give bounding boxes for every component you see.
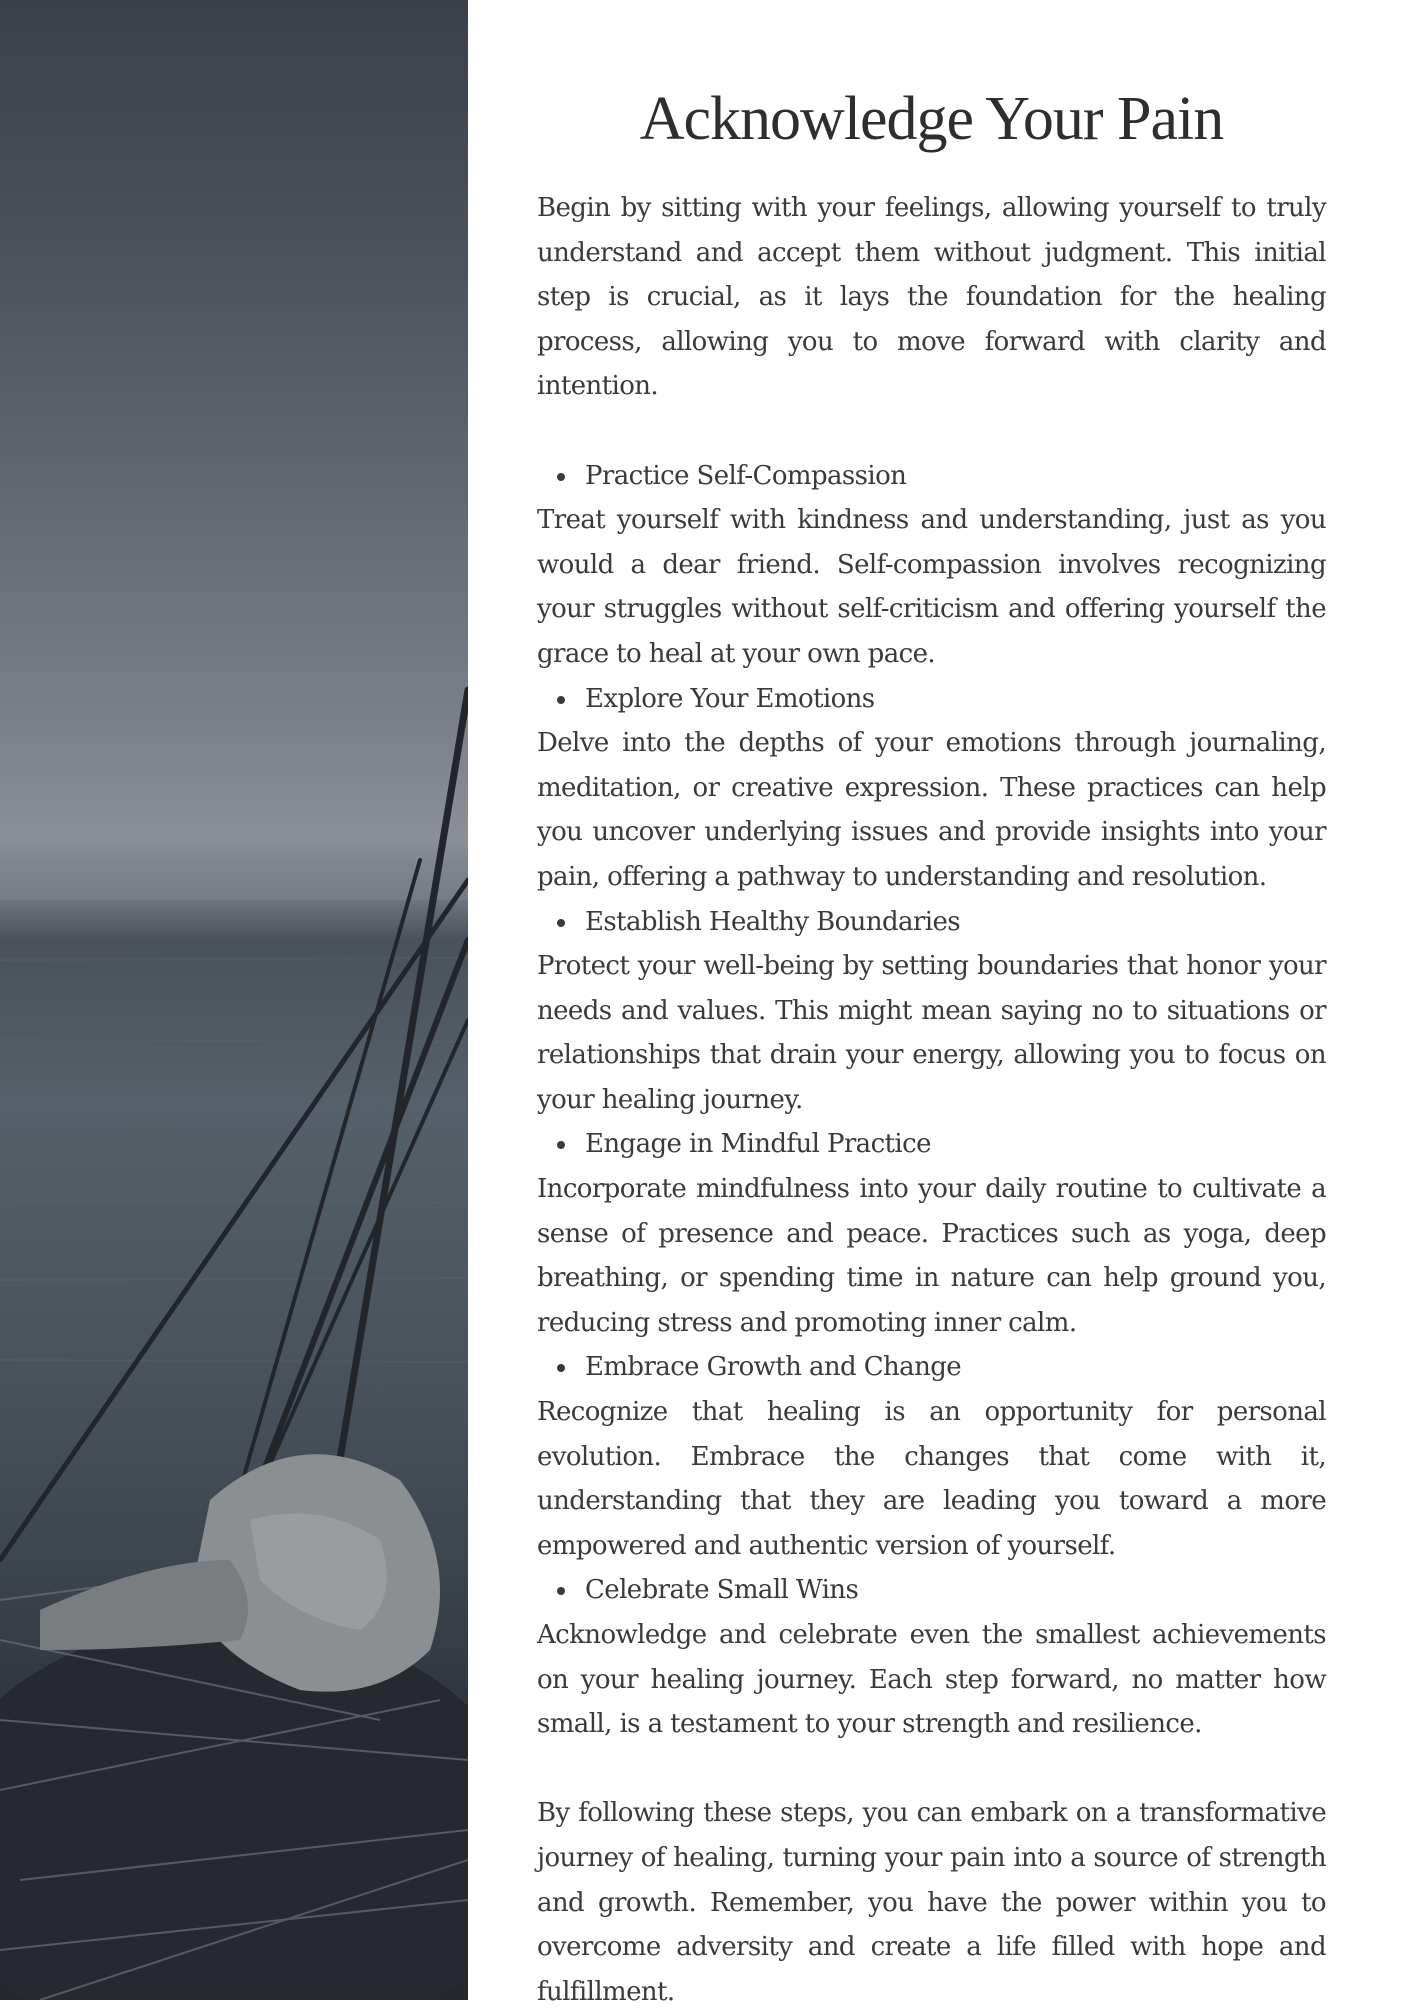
step-text: Acknowledge and celebrate even the smallest achievements on your healing journey. Each step forward, no matter how small, is a testament to your strength and resilience. (537, 1620, 1326, 1740)
step-heading: Practice Self-Compassion (537, 454, 1326, 499)
step-heading: Engage in Mindful Practice (537, 1122, 1326, 1167)
article-body (537, 186, 1326, 2014)
photo-person-in-nest-by-sea (0, 0, 468, 2000)
step-text: Recognize that healing is an opportunity for personal evolution. Embrace the changes that come with it, understanding that they are leading you toward a more empowered and authentic version of yourself. (537, 1397, 1326, 1561)
step-heading: Embrace Growth and Change (537, 1345, 1326, 1390)
step-text: Treat yourself with kindness and understanding, just as you would a dear friend. Self-compassion involves recognizing your struggles without self-criticism and offering yourself the grace to heal at your own pace. (537, 505, 1326, 669)
step-heading: Explore Your Emotions (537, 677, 1326, 722)
step-heading: Celebrate Small Wins (537, 1568, 1326, 1613)
conclusion-paragraph: By following these steps, you can embark on a transformative journey of healing, turning your pain into a source of strength and growth. Remember, you have the power within you to overcome adversity and create a life filled with hope and fulfillment. (537, 1798, 1326, 2007)
photo-illustration (0, 0, 468, 2000)
intro-paragraph: Begin by sitting with your feelings, allowing yourself to truly understand and accept them without judgment. This initial step is crucial, as it lays the foundation for the healing process, allowing you to move forward with clarity and intention. (537, 193, 1326, 402)
article (537, 0, 1326, 2007)
step-text: Protect your well-being by setting boundaries that honor your needs and values. This might mean saying no to situations or relationships that drain your energy, allowing you to focus on your healing journey. (537, 951, 1326, 1115)
step-text: Delve into the depths of your emotions through journaling, meditation, or creative expression. These practices can help you uncover underlying issues and provide insights into your pain, offering a pathway to understanding and resolution. (537, 728, 1326, 892)
page-title: Acknowledge Your Pain (639, 85, 1224, 153)
step-text: Incorporate mindfulness into your daily routine to cultivate a sense of presence and peace. Practices such as yoga, deep breathing, or spending time in nature can help ground you, reducing stress and promoting inner calm. (537, 1174, 1326, 1338)
step-heading: Establish Healthy Boundaries (537, 900, 1326, 945)
